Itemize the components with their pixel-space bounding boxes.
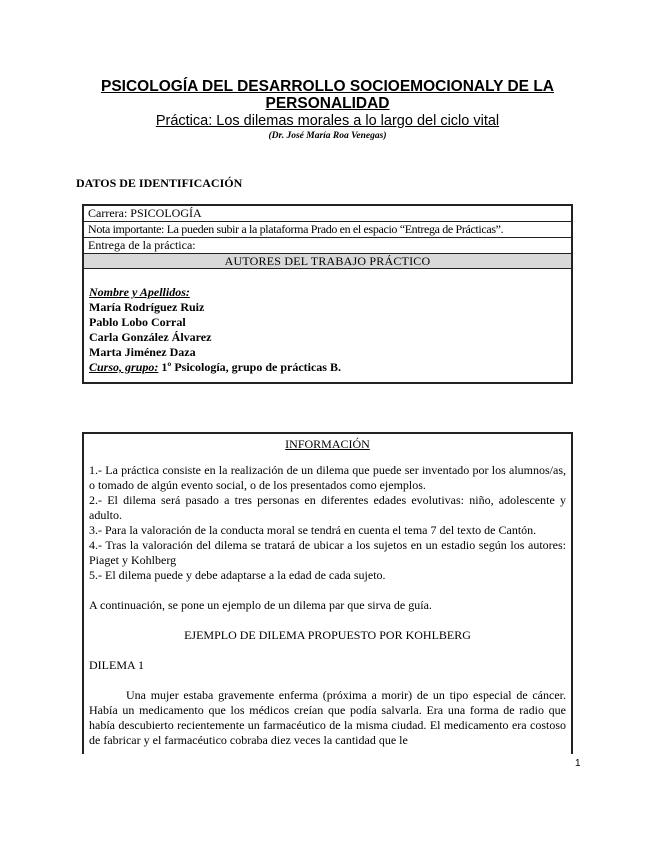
example-heading: EJEMPLO DE DILEMA PROPUESTO POR KOHLBERG	[184, 628, 471, 642]
authors-header: AUTORES DEL TRABAJO PRÁCTICO	[84, 253, 571, 269]
course-label: Curso, grupo:	[89, 360, 159, 374]
document-title: PSICOLOGÍA DEL DESARROLLO SOCIOEMOCIONALY DE LA PERSONALIDAD	[101, 78, 554, 112]
document-author: (Dr. José María Roa Venegas)	[268, 131, 387, 141]
name-label: Nombre y Apellidos:	[89, 285, 190, 299]
author-name: María Rodríguez Ruiz	[89, 300, 205, 314]
delivery-row: Entrega de la práctica:	[88, 238, 196, 252]
info-intro: A continuación, se pone un ejemplo de un dilema par que sirva de guía.	[89, 598, 432, 612]
information-box	[82, 432, 573, 754]
note-row: Nota importante: La pueden subir a la plataforma Prado en el espacio “Entrega de Prácticas”.	[84, 222, 571, 238]
identification-table	[82, 204, 573, 384]
dilemma-text: Una mujer estaba gravemente enferma (próxima a morir) de un tipo especial de cáncer. Había un medicamento que los médicos creían que podía salvarla. Era una forma de radio que había descubierto recientemente un farmacéutico de la misma ciudad. El medicamento era costoso de fabricar y el farmacéutico cobraba diez veces la cantidad que le	[89, 688, 566, 747]
author-name: Carla González Álvarez	[89, 330, 212, 344]
course-line	[89, 360, 571, 375]
info-item: 3.- Para la valoración de la conducta moral se tendrá en cuenta el tema 7 del texto de Cantón.	[89, 523, 537, 537]
info-item: 4.- Tras la valoración del dilema se tratará de ubicar a los sujetos en un estadio según los autores: Piaget y Kohlberg	[89, 538, 566, 567]
author-name: Pablo Lobo Corral	[89, 315, 186, 329]
page-number: 1	[575, 758, 581, 769]
info-item: 5.- El dilema puede y debe adaptarse a la edad de cada sujeto.	[89, 568, 386, 582]
info-item: 1.- La práctica consiste en la realización de un dilema que puede ser inventado por los alumnos/as, o tomado de algún evento social, o de los presentados como ejemplos.	[89, 463, 566, 492]
identification-heading: DATOS DE IDENTIFICACIÓN	[76, 176, 243, 190]
author-name: Marta Jiménez Daza	[89, 345, 196, 359]
career-row: Carrera: PSICOLOGÍA	[84, 206, 571, 222]
information-heading: INFORMACIÓN	[285, 437, 370, 451]
dilemma-title: DILEMA 1	[89, 658, 144, 672]
info-item: 2.- El dilema será pasado a tres personas en diferentes edades evolutivas: niño, adolescente y adulto.	[89, 493, 566, 522]
authors-body	[84, 269, 571, 375]
course-value: 1º Psicología, grupo de prácticas B.	[158, 360, 341, 374]
title-block	[60, 78, 595, 142]
document-subtitle: Práctica: Los dilemas morales a lo largo del ciclo vital	[155, 113, 500, 129]
